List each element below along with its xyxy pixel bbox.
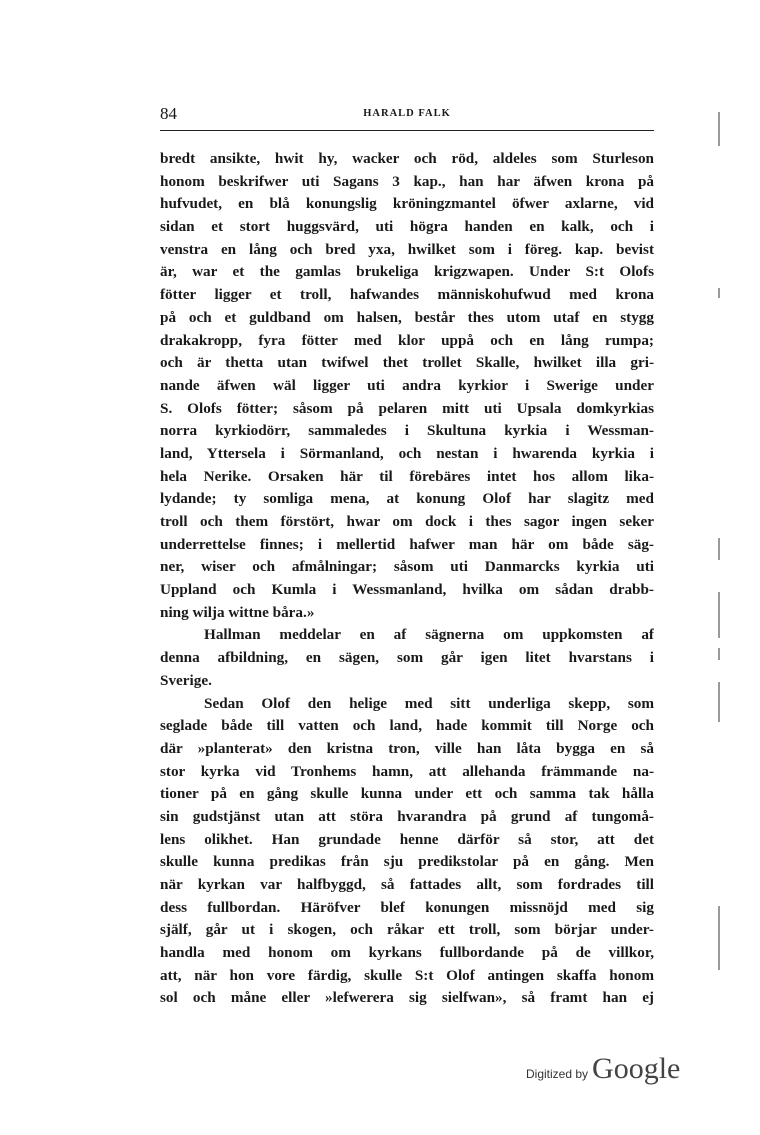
text-line: S. Olofs fötter; såsom på pelaren mitt uti Upsala domkyrkias xyxy=(160,399,654,417)
margin-mark xyxy=(718,648,720,660)
text-line: hufvudet, en blå konungslig kröningzmantel öfwer axlarne, vid xyxy=(160,195,654,213)
running-head: HARALD FALK xyxy=(363,108,451,119)
page-header xyxy=(160,104,654,131)
text-line: skulle kunna predikas från sju predikstolar på en gång. Men xyxy=(160,853,654,871)
text-line: att, när hon vore färdig, skulle S:t Olof antingen skaffa honom xyxy=(160,966,654,984)
text-line: lydande; ty somliga mena, at konung Olof har slagitz med xyxy=(160,490,654,508)
text-line: lens olikhet. Han grundade henne därför så stor, att det xyxy=(160,830,654,848)
text-line: tioner på en gång skulle kunna under ett och samma tak hålla xyxy=(160,785,654,803)
text-line: och är thetta utan twifwel thet trollet Skalle, hwilket illa gri- xyxy=(160,354,654,372)
margin-mark xyxy=(718,288,720,298)
text-line: denna afbildning, en sägen, som går igen litet hvarstans i xyxy=(160,649,654,667)
text-line: sol och måne eller »lefwerera sig sielfwan», så framt han ej xyxy=(160,989,654,1007)
margin-mark xyxy=(718,538,720,560)
margin-mark xyxy=(718,682,720,722)
text-line: venstra en lång och bred yxa, hwilket som i föreg. kap. bevist xyxy=(160,240,654,258)
text-line: sidan et stort huggsvärd, uti högra handen en kalk, och i xyxy=(160,218,654,236)
text-line: drakakropp, fyra fötter med klor uppå och en lång rumpa; xyxy=(160,331,654,349)
margin-mark xyxy=(718,906,720,970)
text-line: land, Yttersela i Sörmanland, och nestan i hwarenda kyrkia i xyxy=(160,444,654,462)
page-number: 84 xyxy=(160,104,177,123)
text-line: ning wilja wittne båra.» xyxy=(160,603,315,621)
digitized-by-label: Digitized by xyxy=(526,1067,589,1081)
text-line: norra kyrkiodörr, sammaledes i Skultuna kyrkia i Wessman- xyxy=(160,422,654,440)
text-line: där »planterat» den kristna tron, ville han låta bygga en så xyxy=(160,739,654,757)
text-line: Uppland och Kumla i Wessmanland, hvilka om sådan drabb- xyxy=(160,581,654,599)
text-line: Sedan Olof den helige med sitt underliga skepp, som xyxy=(204,694,654,712)
text-line: handla med honom om kyrkans fullbordande på de villkor, xyxy=(160,944,654,962)
text-line: nande äfwen wäl ligger uti andra kyrkior i Swerige under xyxy=(160,376,654,394)
text-line: själf, går ut i skogen, och råkar ett troll, som börjar under- xyxy=(160,921,654,939)
text-line: dess fullbordan. Häröfver blef konungen missnöjd med sig xyxy=(160,898,654,916)
text-line: är, war et the gamlas brukeliga krigzwapen. Under S:t Olofs xyxy=(160,263,654,281)
text-line: stor kyrka vid Tronhems hamn, att allehanda främmande na- xyxy=(160,762,654,780)
text-line: Sverige. xyxy=(160,671,212,689)
text-line: troll och them förstört, hwar om dock i thes sagor ingen seker xyxy=(160,513,654,530)
margin-mark xyxy=(718,112,720,146)
text-line: Hallman meddelar en af sägnerna om uppkomsten af xyxy=(204,626,654,644)
text-line: honom beskrifwer uti Sagans 3 kap., han har äfwen krona på xyxy=(160,172,654,190)
body-text xyxy=(160,148,654,1010)
text-line: ner, wiser och afmålningar; såsom uti Danmarcks kyrkia uti xyxy=(160,558,654,576)
text-line: underrettelse finnes; i mellertid hafwer man här om både säg- xyxy=(160,535,654,553)
text-line: fötter ligger et troll, hafwandes människohufwud med krona xyxy=(160,286,654,304)
text-line: hela Nerike. Orsaken här til förebäres intet hos allom lika- xyxy=(160,467,654,485)
text-line: bredt ansikte, hwit hy, wacker och röd, aldeles som Sturleson xyxy=(160,150,654,167)
text-line: på och et guldband om halsen, består thes utom utaf en stygg xyxy=(160,308,654,326)
text-line: sin gudstjänst utan att störa hvarandra på grund af tungomå- xyxy=(160,807,654,825)
text-line: när kyrkan var halfbyggd, så fattades allt, som fordrades till xyxy=(160,876,654,893)
margin-mark xyxy=(718,592,720,638)
text-line: seglade både till vatten och land, hade kommit till Norge och xyxy=(160,717,654,735)
google-logo: Google xyxy=(592,1052,681,1085)
digitized-by-google-watermark xyxy=(526,1052,680,1092)
